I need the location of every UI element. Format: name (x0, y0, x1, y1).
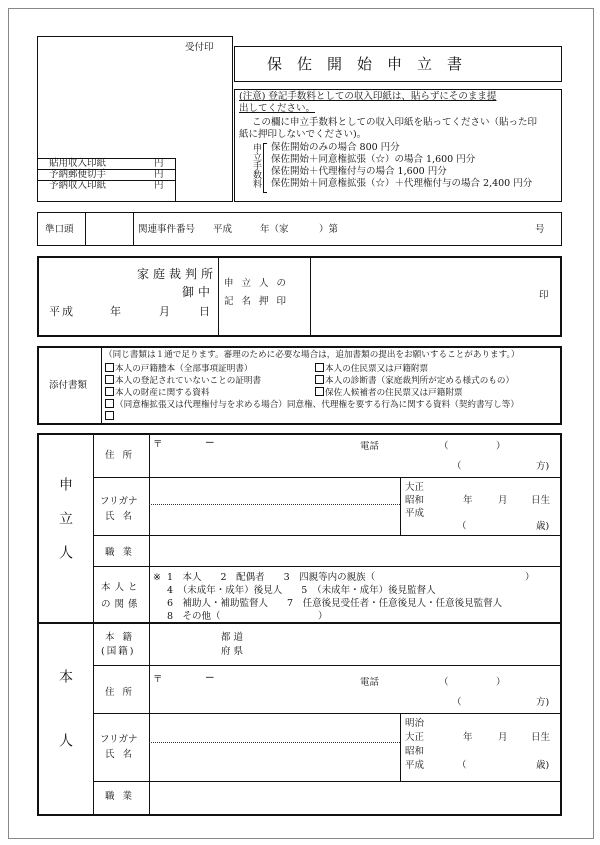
applicant-era: 大正 (405, 482, 425, 493)
attachment-checkbox-item[interactable]: 本人の戸籍謄本（全部事項証明書） (105, 363, 253, 374)
fee-item: 保佐開始＋同意権拡張（☆）の場合 1,600 円分 (271, 154, 476, 165)
principal-kokuseki-label: (国籍) (101, 646, 136, 657)
applicant-postal-mark: 〒 (153, 439, 163, 450)
applicant-address-label: 住所 (105, 450, 141, 461)
principal-era: 大正 (405, 732, 425, 743)
applicant-postal-dash: － (205, 438, 215, 449)
principal-birth-month: 月 (498, 732, 508, 743)
principal-era: 平成 (405, 760, 425, 771)
principal-todo: 都 道 (221, 632, 244, 643)
principal-tel-close: ） (496, 677, 506, 688)
case-era: 平成 (213, 224, 233, 235)
notice-line4: 紙に押印しないでください)。 (239, 129, 367, 140)
applicant-tel-label: 電話 (360, 441, 380, 452)
notice-line2: 出してください。 (239, 103, 316, 114)
relation-option: 4 （未成年・成年）後見人 5 （未成年・成年）後見監督人 (167, 585, 436, 596)
applicant-tel-close: ） (496, 441, 506, 452)
relation-label-2: の関係 (101, 599, 142, 610)
form-title: 保佐開始申立書 (267, 55, 478, 73)
case-year: 年（家 (260, 224, 289, 235)
principal-postal-mark: 〒 (153, 674, 163, 685)
principal-birth-day: 日生 (531, 732, 551, 743)
fee-prepaid-name: 予納収入印紙 (49, 180, 107, 191)
form-page (8, 8, 594, 839)
relation-option: 1 本人 2 配偶者 3 四親等内の親族（ (167, 572, 376, 583)
principal-age-close: 歳) (536, 760, 550, 771)
applicant-age-open: （ (457, 521, 467, 532)
applicant-age-close: 歳) (536, 521, 550, 532)
case-number-suffix: 号 (535, 224, 545, 235)
applicant-furigana-label: フリガナ (100, 496, 138, 507)
principal-postal-dash: － (205, 673, 215, 684)
date-month: 月 (159, 305, 170, 318)
fee-stamp-name: 貼用収入印紙 (49, 158, 107, 169)
applicant-seal-label-2: 記名押印 (224, 296, 295, 307)
fee-label: 申立手数料 (251, 143, 261, 188)
relation-option: 8 その他（ (167, 611, 221, 622)
attachment-checkbox-item[interactable]: 本人の登記されていないことの証明書 (105, 375, 261, 386)
applicant-section-label: 申立人 (57, 477, 73, 579)
attachment-checkbox-item[interactable]: （同意権拡張又は代理権付与を求める場合）同意権、代理権を要する行為に関する資料（契約書写し等） (105, 399, 519, 410)
principal-section-label: 本人 (57, 669, 73, 797)
principal-era: 昭和 (405, 746, 425, 757)
fee-item: 保佐開始のみの場合 800 円分 (271, 142, 400, 153)
principal-honseki-label: 本籍 (105, 632, 141, 643)
applicant-era: 昭和 (405, 495, 425, 506)
attachment-checkbox-item[interactable]: 本人の財産に関する資料 (105, 387, 210, 398)
seal-mark: 印 (539, 290, 549, 301)
applicant-birth-day: 日生 (531, 495, 551, 506)
attachment-checkbox-item[interactable]: 本人の住民票又は戸籍附票 (315, 363, 428, 374)
relation-option: 6 補助人・補助監督人 7 任意後見受任者・任意後見人・任意後見監督人 (167, 598, 503, 609)
attachment-checkbox-item[interactable]: 本人の診断書（家庭裁判所が定める様式のもの） (315, 375, 514, 386)
junkuto-label: 準口頭 (45, 224, 74, 235)
relation-other-close: ） (318, 611, 328, 622)
receipt-stamp-label: 受付印 (185, 42, 214, 53)
principal-furigana-label: フリガナ (100, 734, 138, 745)
principal-name-label: 氏名 (105, 749, 141, 760)
date-era: 平成 (49, 305, 75, 318)
principal-era: 明治 (405, 718, 425, 729)
applicant-era: 平成 (405, 508, 425, 519)
court-name: 家庭裁判所 (137, 267, 218, 281)
applicant-seal-label-1: 申立人の (224, 278, 295, 289)
date-year: 年 (110, 305, 121, 318)
fee-postage-unit: 円 (154, 169, 164, 180)
fee-item: 保佐開始＋代理権付与の場合 1,600 円分 (271, 166, 447, 177)
fee-stamp-unit: 円 (154, 158, 164, 169)
relation-label-1: 本人と (101, 582, 142, 593)
related-case-label: 関連事件番号 (138, 224, 196, 235)
notice-line1: (注意) 登記手数料としての収入印紙は、貼らずにそのまま提 (239, 91, 497, 102)
fee-postage-name: 予納郵便切手 (49, 169, 107, 180)
applicant-birth-month: 月 (498, 495, 508, 506)
relation-option-close: ） (525, 572, 535, 583)
fee-prepaid-unit: 円 (154, 180, 164, 191)
case-paren: ）第 (319, 224, 339, 235)
principal-address-label: 住所 (105, 687, 141, 698)
case-number-row (37, 212, 562, 246)
principal-tel-label: 電話 (360, 677, 380, 688)
applicant-name-label: 氏名 (105, 511, 141, 522)
applicant-kata-close: 方) (536, 461, 550, 472)
attachments-label: 添付書類 (49, 380, 88, 391)
court-gochu: 御中 (182, 285, 215, 299)
principal-birth-year: 年 (463, 732, 473, 743)
applicant-kata-open: （ (452, 461, 462, 472)
principal-occupation-label: 職業 (105, 791, 141, 802)
attachments-note: （同じ書類は１通で足ります。審理のために必要な場合は，追加書類の提出をお願いすることがあります。） (104, 350, 520, 360)
court-signature-row (37, 256, 562, 337)
principal-fuken: 府 県 (221, 646, 244, 657)
principal-kata-close: 方) (536, 697, 550, 708)
applicant-birth-year: 年 (463, 495, 473, 506)
principal-age-open: （ (457, 760, 467, 771)
fee-item: 保佐開始＋同意権拡張（☆）＋代理権付与の場合 2,400 円分 (271, 178, 533, 189)
applicant-occupation-label: 職業 (105, 547, 141, 558)
applicant-tel-open: （ (439, 441, 449, 452)
notice-line3: この欄に申立手数料としての収入印紙を貼ってください（貼った印 (252, 117, 538, 128)
date-day: 日 (199, 305, 210, 318)
principal-tel-open: （ (439, 677, 449, 688)
attachment-checkbox-item[interactable]: 保佐人候補者の住民票又は戸籍附票 (315, 387, 463, 398)
relation-mark: ※ (153, 572, 161, 583)
principal-kata-open: （ (452, 697, 462, 708)
attachment-checkbox-other[interactable] (105, 411, 115, 422)
